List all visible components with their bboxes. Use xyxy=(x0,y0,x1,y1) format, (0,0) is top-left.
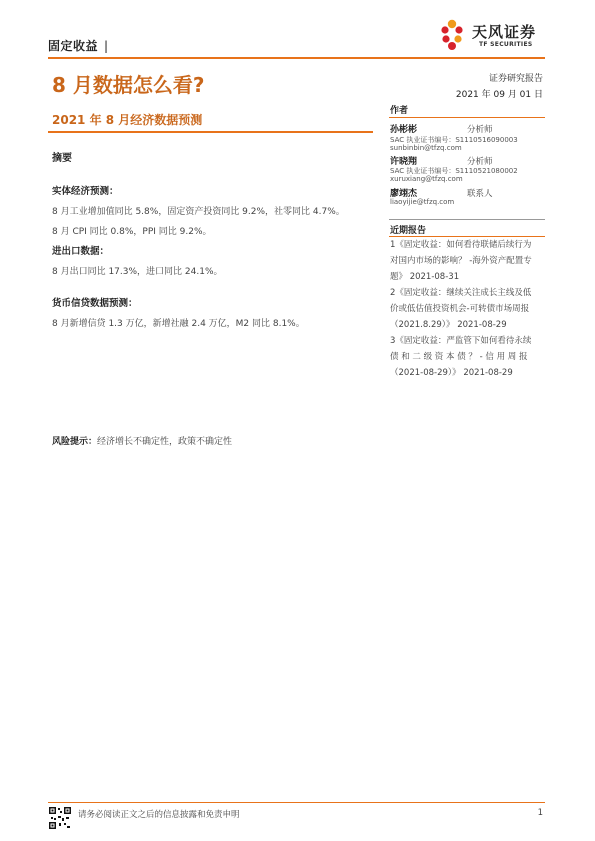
author-sac: SAC 执业证书编号：S1110516090003 xyxy=(390,136,518,144)
recent-report-line: 价或低估值投资机会-可转债市场周报 xyxy=(390,304,530,314)
author-name: 许晓翔 xyxy=(390,157,418,167)
summary-heading: 摘要 xyxy=(52,153,72,164)
recent-report-line: 题》 2021-08-31 xyxy=(390,272,460,282)
footer-rule xyxy=(48,802,545,803)
recent-report-item[interactable] xyxy=(390,237,546,285)
author-name: 廖翊杰 xyxy=(390,189,418,199)
report-date: 2021 年 09 月 01 日 xyxy=(455,90,543,100)
section-line: 8 月出口同比 17.3%，进口同比 24.1%。 xyxy=(52,267,223,277)
report-title: 8 月数据怎么看? xyxy=(52,73,205,97)
recent-report-line: （2021-08-29）》 2021-08-29 xyxy=(390,368,513,378)
recent-report-line: 债 和 二 级 资 本 债 ？ - 信 用 周 报 xyxy=(390,352,528,362)
author-name: 孙彬彬 xyxy=(390,125,418,135)
author-email[interactable]: sunbinbin@tfzq.com xyxy=(390,144,462,152)
logo-text-cn: 天风证券 xyxy=(472,23,537,41)
recent-report-line: 1《固定收益：如何看待联储后续行为 xyxy=(390,240,532,250)
recent-top-rule xyxy=(389,219,545,220)
author-email[interactable]: xuruxiang@tfzq.com xyxy=(390,175,463,183)
page-number: 1 xyxy=(537,808,543,818)
recent-report-line: （2021.8.29）》 2021-08-29 xyxy=(390,320,507,330)
recent-report-item[interactable] xyxy=(390,285,546,333)
authors-heading: 作者 xyxy=(390,106,409,116)
recent-reports-heading: 近期报告 xyxy=(390,226,427,236)
author-role: 分析师 xyxy=(467,125,493,135)
recent-report-line: 3《固定收益：严监管下如何看待永续 xyxy=(390,336,532,346)
authors-rule xyxy=(389,117,545,118)
subtitle-rule xyxy=(48,131,373,133)
header-category: 固定收益 | xyxy=(48,39,109,53)
section-line: 8 月新增信贷 1.3 万亿，新增社融 2.4 万亿，M2 同比 8.1%。 xyxy=(52,319,305,329)
recent-report-line: 对国内市场的影响？ -海外资产配置专 xyxy=(390,256,532,266)
recent-report-line: 2《固定收益：继续关注成长主线及低 xyxy=(390,288,532,298)
section-line: 8 月 CPI 同比 0.8%，PPI 同比 9.2%。 xyxy=(52,227,212,237)
author-role: 分析师 xyxy=(467,157,493,167)
footer-disclaimer: 请务必阅读正文之后的信息披露和免责申明 xyxy=(78,810,240,820)
author-sac: SAC 执业证书编号：S1110521080002 xyxy=(390,167,518,175)
risk-text: 经济增长不确定性，政策不确定性 xyxy=(97,437,233,447)
section-heading-trade: 进出口数据： xyxy=(52,246,110,257)
author-role: 联系人 xyxy=(467,189,493,199)
risk-warning xyxy=(52,434,232,447)
report-type: 证券研究报告 xyxy=(488,74,543,84)
section-heading-credit: 货币信贷数据预测： xyxy=(52,298,138,309)
qr-code-icon xyxy=(48,806,72,830)
logo-text-en: TF SECURITIES xyxy=(479,41,533,48)
header-rule xyxy=(48,57,545,59)
section-heading-real-economy: 实体经济预测： xyxy=(52,186,119,197)
header-separator: | xyxy=(104,39,109,53)
report-subtitle: 2021 年 8 月经济数据预测 xyxy=(52,113,203,127)
risk-label: 风险提示： xyxy=(52,437,98,447)
section-line: 8 月工业增加值同比 5.8%，固定资产投资同比 9.2%，社零同比 4.7%。 xyxy=(52,207,345,217)
recent-report-item[interactable] xyxy=(390,333,546,381)
author-email[interactable]: liaoyijie@tfzq.com xyxy=(390,198,455,206)
